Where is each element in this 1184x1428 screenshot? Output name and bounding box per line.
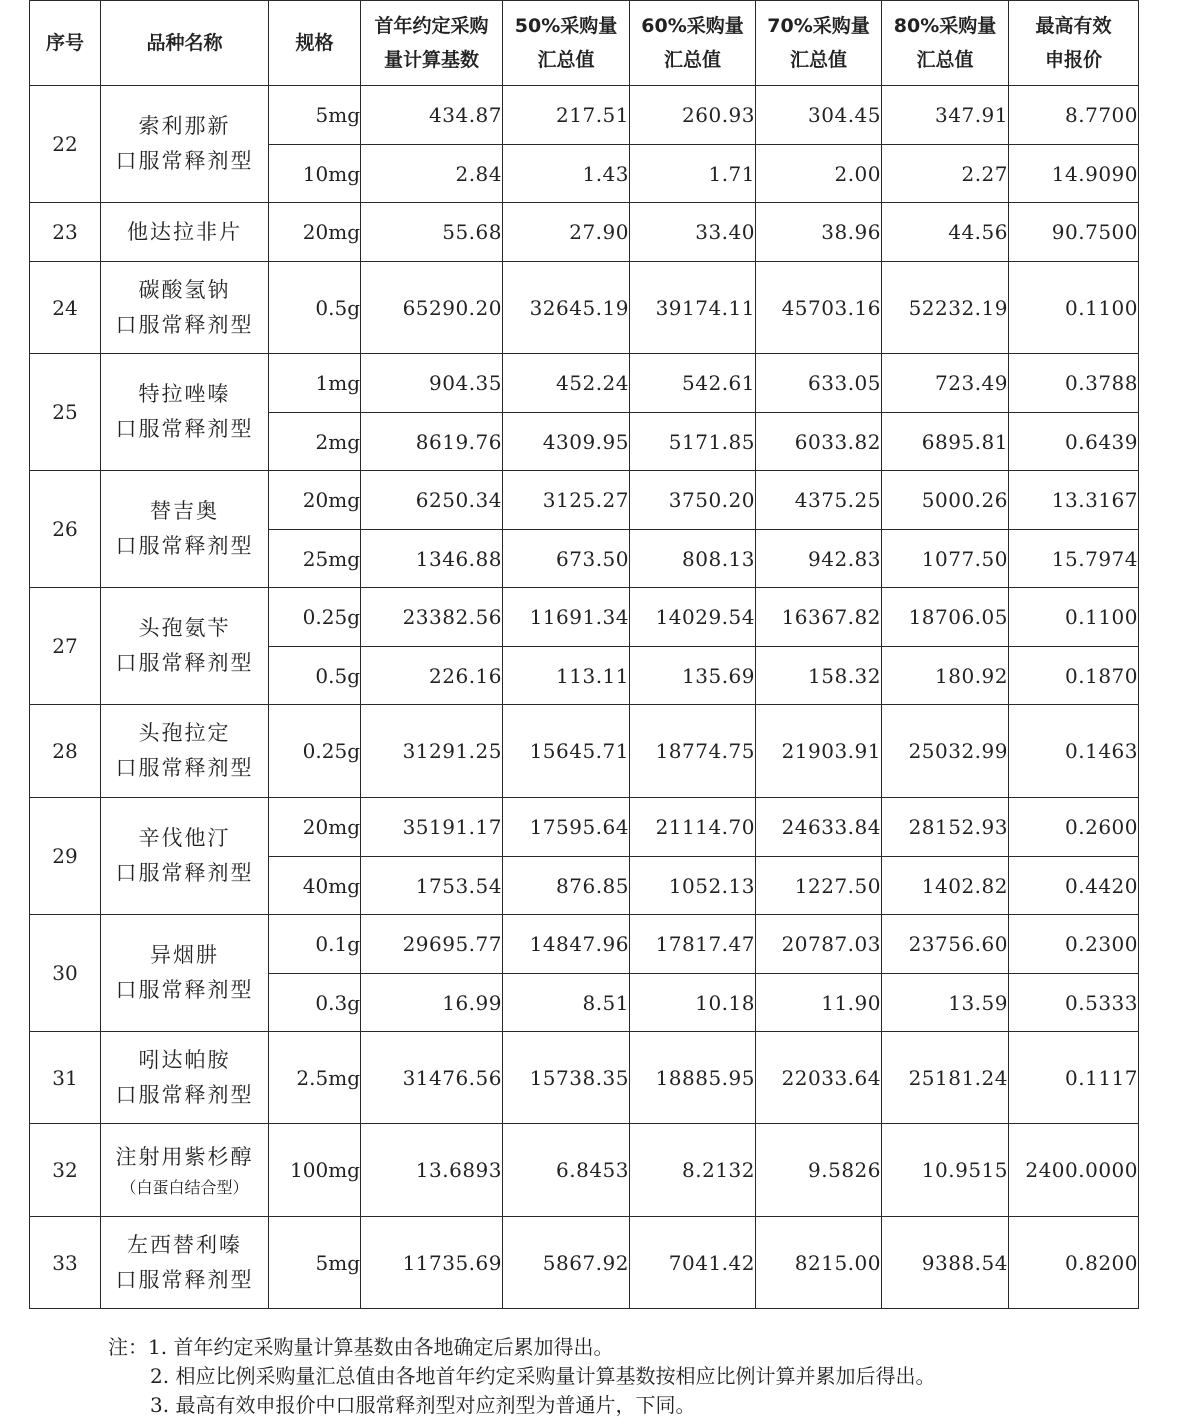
p70-cell: 2.00 — [756, 145, 882, 203]
header-p50 — [503, 1, 630, 86]
spec-cell: 40mg — [269, 857, 361, 915]
header-line: 规格 — [295, 32, 334, 54]
base-cell: 13.6893 — [361, 1124, 503, 1217]
p80-cell: 180.92 — [882, 647, 1009, 705]
header-line: 汇总值 — [916, 49, 974, 71]
p80-cell: 25032.99 — [882, 705, 1009, 798]
price-cell: 0.1463 — [1009, 705, 1139, 798]
footnote-2: 2. 相应比例采购量汇总值由各地首年约定采购量计算基数按相应比例计算并累加后得出。 — [150, 1364, 936, 1388]
spec-cell: 10mg — [269, 145, 361, 203]
footnote-1: 注：1. 首年约定采购量计算基数由各地确定后累加得出。 — [108, 1335, 614, 1359]
p50-cell: 14847.96 — [503, 915, 630, 974]
base-cell: 31291.25 — [361, 705, 503, 798]
base-cell: 1346.88 — [361, 530, 503, 588]
p50-cell: 32645.19 — [503, 262, 630, 354]
p50-cell: 876.85 — [503, 857, 630, 915]
drug-name-line: 替吉奥 — [150, 499, 219, 523]
price-cell: 0.1100 — [1009, 262, 1139, 354]
p70-cell: 11.90 — [756, 974, 882, 1032]
spec-cell: 0.3g — [269, 974, 361, 1032]
drug-name-line: 口服常释剂型 — [115, 978, 254, 1002]
procurement-table — [29, 0, 1139, 1309]
spec-cell: 2.5mg — [269, 1032, 361, 1124]
drug-name-line: 头孢氨苄 — [138, 616, 231, 640]
drug-name-cell — [101, 1217, 269, 1309]
base-cell: 904.35 — [361, 354, 503, 413]
header-line: 最高有效 — [1035, 15, 1112, 37]
header-no — [30, 1, 101, 86]
drug-name-subtitle: （白蛋白结合型） — [120, 1177, 249, 1197]
p80-cell: 9388.54 — [882, 1217, 1009, 1309]
serial-number-cell: 24 — [30, 262, 101, 354]
p70-cell: 4375.25 — [756, 471, 882, 530]
base-cell: 2.84 — [361, 145, 503, 203]
p80-cell: 6895.81 — [882, 413, 1009, 471]
p60-cell: 542.61 — [630, 354, 756, 413]
header-line: 序号 — [45, 32, 84, 54]
p80-cell: 13.59 — [882, 974, 1009, 1032]
p70-cell: 942.83 — [756, 530, 882, 588]
serial-number-cell: 33 — [30, 1217, 101, 1309]
base-cell: 55.68 — [361, 203, 503, 262]
drug-name-cell — [101, 1124, 269, 1217]
drug-name-line: 口服常释剂型 — [115, 1082, 254, 1107]
serial-number-cell: 25 — [30, 354, 101, 471]
spec-cell: 0.1g — [269, 915, 361, 974]
spec-cell: 0.5g — [269, 262, 361, 354]
base-cell: 65290.20 — [361, 262, 503, 354]
p70-cell: 38.96 — [756, 203, 882, 262]
header-line: 50%采购量 — [514, 15, 618, 37]
p50-cell: 17595.64 — [503, 798, 630, 857]
p50-cell: 452.24 — [503, 354, 630, 413]
drug-name-cell — [101, 354, 269, 471]
serial-number-cell: 26 — [30, 471, 101, 588]
header-line: 汇总值 — [537, 49, 595, 71]
base-cell: 226.16 — [361, 647, 503, 705]
p60-cell: 33.40 — [630, 203, 756, 262]
p80-cell: 23756.60 — [882, 915, 1009, 974]
serial-number-cell: 23 — [30, 203, 101, 262]
drug-name-line: 口服常释剂型 — [115, 861, 254, 885]
table-row — [30, 1217, 1139, 1309]
header-line: 80%采购量 — [893, 15, 997, 37]
spec-cell: 20mg — [269, 471, 361, 530]
p80-cell: 10.9515 — [882, 1124, 1009, 1217]
drug-name-line: 他达拉非片 — [127, 219, 242, 244]
header-p60 — [630, 1, 756, 86]
p60-cell: 21114.70 — [630, 798, 756, 857]
p80-cell: 2.27 — [882, 145, 1009, 203]
base-cell: 8619.76 — [361, 413, 503, 471]
drug-name-line: 口服常释剂型 — [115, 756, 254, 780]
drug-name-line: 口服常释剂型 — [115, 534, 254, 558]
p50-cell: 15738.35 — [503, 1032, 630, 1124]
p60-cell: 14029.54 — [630, 588, 756, 647]
header-line: 首年约定采购 — [374, 15, 489, 37]
p50-cell: 113.11 — [503, 647, 630, 705]
p60-cell: 39174.11 — [630, 262, 756, 354]
price-cell: 0.2600 — [1009, 798, 1139, 857]
spec-cell: 2mg — [269, 413, 361, 471]
base-cell: 1753.54 — [361, 857, 503, 915]
price-cell: 15.7974 — [1009, 530, 1139, 588]
serial-number-cell: 31 — [30, 1032, 101, 1124]
price-cell: 0.3788 — [1009, 354, 1139, 413]
p80-cell: 1402.82 — [882, 857, 1009, 915]
p70-cell: 16367.82 — [756, 588, 882, 647]
spec-cell: 5mg — [269, 86, 361, 145]
p80-cell: 28152.93 — [882, 798, 1009, 857]
header-name — [101, 1, 269, 86]
spec-cell: 25mg — [269, 530, 361, 588]
price-cell: 0.1100 — [1009, 588, 1139, 647]
table-row — [30, 471, 1139, 530]
p70-cell: 633.05 — [756, 354, 882, 413]
p50-cell: 6.8453 — [503, 1124, 630, 1217]
p70-cell: 22033.64 — [756, 1032, 882, 1124]
table-row — [30, 262, 1139, 354]
header-line: 量计算基数 — [383, 49, 479, 71]
table-row — [30, 915, 1139, 974]
table-row — [30, 705, 1139, 798]
base-cell: 16.99 — [361, 974, 503, 1032]
p50-cell: 5867.92 — [503, 1217, 630, 1309]
p70-cell: 304.45 — [756, 86, 882, 145]
drug-name-line: 注射用紫杉醇 — [115, 1144, 254, 1169]
drug-name-line: 辛伐他汀 — [138, 826, 231, 850]
drug-name-line: 左西替利嗪 — [127, 1232, 242, 1257]
drug-name-line: 碳酸氢钠 — [138, 277, 231, 302]
price-cell: 0.5333 — [1009, 974, 1139, 1032]
p60-cell: 1052.13 — [630, 857, 756, 915]
p70-cell: 1227.50 — [756, 857, 882, 915]
drug-name-line: 异烟肼 — [150, 943, 219, 967]
spec-cell: 5mg — [269, 1217, 361, 1309]
serial-number-cell: 30 — [30, 915, 101, 1032]
p60-cell: 7041.42 — [630, 1217, 756, 1309]
base-cell: 35191.17 — [361, 798, 503, 857]
spec-cell: 0.5g — [269, 647, 361, 705]
footnotes — [108, 1333, 935, 1420]
p80-cell: 723.49 — [882, 354, 1009, 413]
p80-cell: 25181.24 — [882, 1032, 1009, 1124]
base-cell: 23382.56 — [361, 588, 503, 647]
drug-name-line: 口服常释剂型 — [115, 651, 254, 675]
price-cell: 8.7700 — [1009, 86, 1139, 145]
header-line: 申报价 — [1044, 49, 1102, 71]
p50-cell: 3125.27 — [503, 471, 630, 530]
p60-cell: 1.71 — [630, 145, 756, 203]
p80-cell: 44.56 — [882, 203, 1009, 262]
header-price — [1009, 1, 1139, 86]
table-row — [30, 1032, 1139, 1124]
price-cell: 2400.0000 — [1009, 1124, 1139, 1217]
table-row — [30, 354, 1139, 413]
base-cell: 434.87 — [361, 86, 503, 145]
header-line: 汇总值 — [663, 49, 721, 71]
p70-cell: 8215.00 — [756, 1217, 882, 1309]
drug-name-line: 头孢拉定 — [138, 721, 231, 745]
header-line: 70%采购量 — [767, 15, 870, 37]
table-row — [30, 86, 1139, 145]
header-line: 60%采购量 — [641, 15, 744, 37]
p60-cell: 17817.47 — [630, 915, 756, 974]
base-cell: 11735.69 — [361, 1217, 503, 1309]
price-cell: 0.8200 — [1009, 1217, 1139, 1309]
p60-cell: 5171.85 — [630, 413, 756, 471]
price-cell: 0.4420 — [1009, 857, 1139, 915]
drug-name-cell — [101, 203, 269, 262]
p60-cell: 3750.20 — [630, 471, 756, 530]
serial-number-cell: 28 — [30, 705, 101, 798]
spec-cell: 0.25g — [269, 705, 361, 798]
spec-cell: 100mg — [269, 1124, 361, 1217]
footnote-3: 3. 最高有效申报价中口服常释剂型对应剂型为普通片，下同。 — [150, 1393, 696, 1417]
drug-name-cell — [101, 705, 269, 798]
spec-cell: 20mg — [269, 203, 361, 262]
p70-cell: 24633.84 — [756, 798, 882, 857]
table-body — [30, 86, 1139, 1309]
p50-cell: 27.90 — [503, 203, 630, 262]
p80-cell: 347.91 — [882, 86, 1009, 145]
p60-cell: 260.93 — [630, 86, 756, 145]
header-row — [30, 1, 1139, 86]
price-cell: 0.2300 — [1009, 915, 1139, 974]
spec-cell: 1mg — [269, 354, 361, 413]
drug-name-cell — [101, 86, 269, 203]
header-line: 品种名称 — [146, 32, 223, 54]
p70-cell: 45703.16 — [756, 262, 882, 354]
price-cell: 0.1117 — [1009, 1032, 1139, 1124]
p50-cell: 11691.34 — [503, 588, 630, 647]
p70-cell: 20787.03 — [756, 915, 882, 974]
header-line: 汇总值 — [789, 49, 847, 71]
header-p80 — [882, 1, 1009, 86]
drug-name-line: 口服常释剂型 — [115, 312, 254, 337]
header-p70 — [756, 1, 882, 86]
drug-name-cell — [101, 915, 269, 1032]
drug-name-cell — [101, 471, 269, 588]
table-row — [30, 588, 1139, 647]
serial-number-cell: 32 — [30, 1124, 101, 1217]
drug-name-cell — [101, 798, 269, 915]
p80-cell: 5000.26 — [882, 471, 1009, 530]
p50-cell: 673.50 — [503, 530, 630, 588]
table-row — [30, 1124, 1139, 1217]
p60-cell: 18885.95 — [630, 1032, 756, 1124]
p80-cell: 1077.50 — [882, 530, 1009, 588]
drug-name-line: 口服常释剂型 — [115, 1267, 254, 1292]
spec-cell: 20mg — [269, 798, 361, 857]
p80-cell: 52232.19 — [882, 262, 1009, 354]
price-cell: 0.6439 — [1009, 413, 1139, 471]
drug-name-cell — [101, 262, 269, 354]
price-cell: 90.7500 — [1009, 203, 1139, 262]
price-cell: 14.9090 — [1009, 145, 1139, 203]
drug-name-line: 口服常释剂型 — [115, 417, 254, 441]
table-row — [30, 798, 1139, 857]
p70-cell: 158.32 — [756, 647, 882, 705]
p60-cell: 808.13 — [630, 530, 756, 588]
drug-name-cell — [101, 1032, 269, 1124]
header-base — [361, 1, 503, 86]
p50-cell: 1.43 — [503, 145, 630, 203]
p50-cell: 217.51 — [503, 86, 630, 145]
p70-cell: 6033.82 — [756, 413, 882, 471]
p70-cell: 21903.91 — [756, 705, 882, 798]
p50-cell: 4309.95 — [503, 413, 630, 471]
base-cell: 29695.77 — [361, 915, 503, 974]
price-cell: 13.3167 — [1009, 471, 1139, 530]
base-cell: 6250.34 — [361, 471, 503, 530]
drug-name-line: 口服常释剂型 — [115, 149, 254, 173]
p80-cell: 18706.05 — [882, 588, 1009, 647]
p50-cell: 15645.71 — [503, 705, 630, 798]
p70-cell: 9.5826 — [756, 1124, 882, 1217]
p60-cell: 18774.75 — [630, 705, 756, 798]
drug-name-cell — [101, 588, 269, 705]
serial-number-cell: 29 — [30, 798, 101, 915]
spec-cell: 0.25g — [269, 588, 361, 647]
drug-name-line: 特拉唑嗪 — [138, 382, 231, 406]
base-cell: 31476.56 — [361, 1032, 503, 1124]
table-row — [30, 203, 1139, 262]
p60-cell: 8.2132 — [630, 1124, 756, 1217]
p60-cell: 10.18 — [630, 974, 756, 1032]
p50-cell: 8.51 — [503, 974, 630, 1032]
drug-name-line: 索利那新 — [138, 114, 231, 138]
drug-name-line: 吲达帕胺 — [138, 1047, 231, 1072]
serial-number-cell: 22 — [30, 86, 101, 203]
serial-number-cell: 27 — [30, 588, 101, 705]
p60-cell: 135.69 — [630, 647, 756, 705]
header-spec — [269, 1, 361, 86]
price-cell: 0.1870 — [1009, 647, 1139, 705]
